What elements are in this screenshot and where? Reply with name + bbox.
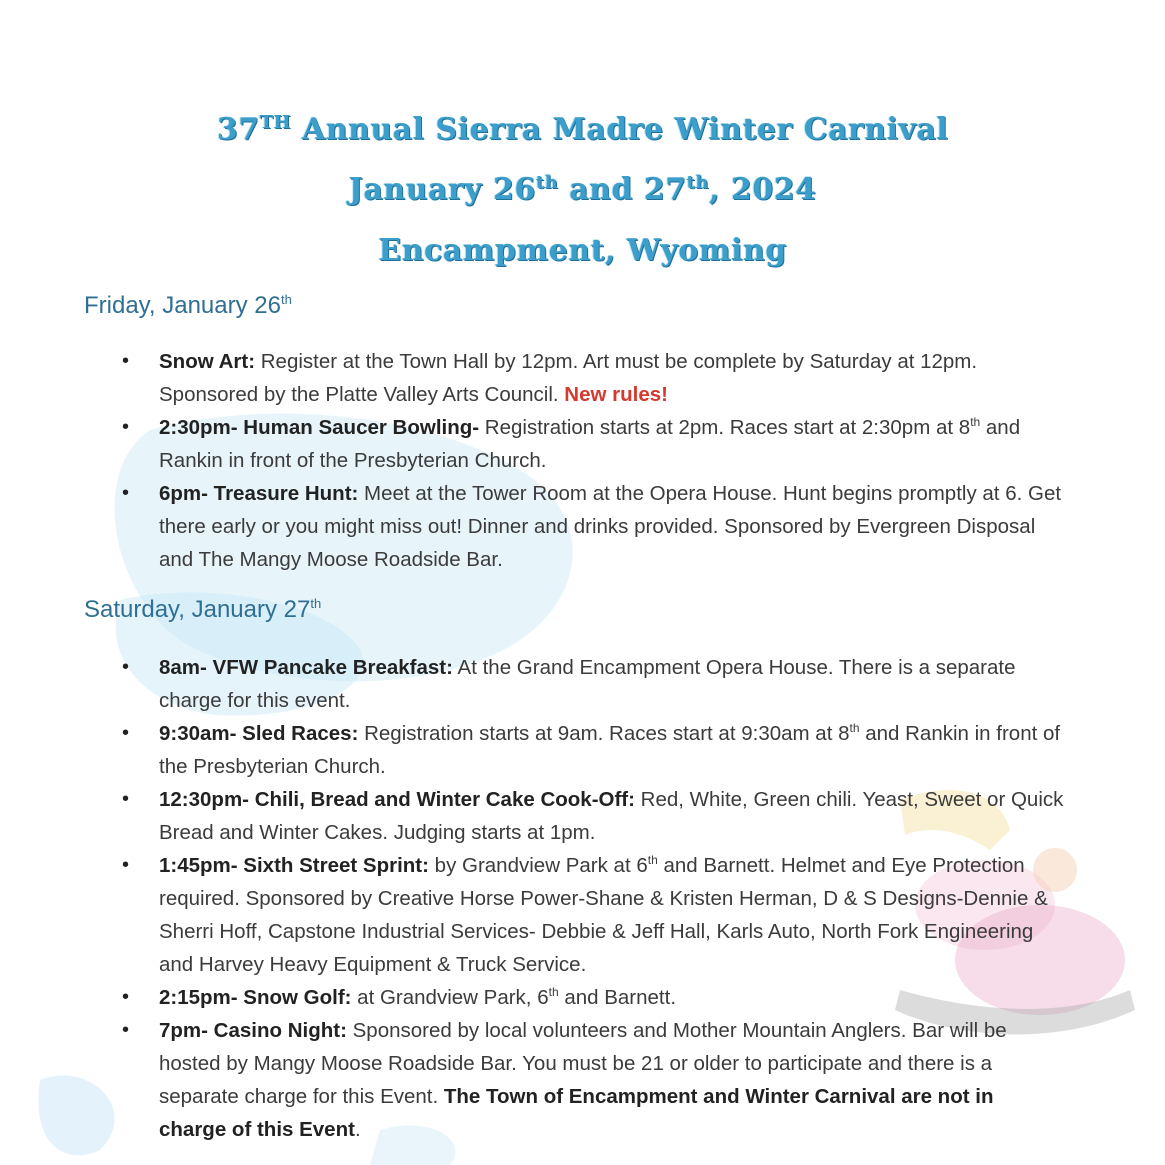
list-item — [120, 345, 1065, 411]
list-item — [120, 981, 1065, 1014]
saturday-heading-text: Saturday, January 27 — [84, 596, 311, 623]
list-item — [120, 783, 1065, 849]
bullet-icon: • — [122, 1019, 130, 1041]
event-title: 2:15pm- Snow Golf: — [159, 986, 352, 1009]
list-item — [120, 651, 1065, 717]
disclaimer-end: . — [354, 1118, 361, 1141]
title-date-c: , 2024 — [708, 172, 817, 207]
title-dates — [0, 172, 1165, 207]
ordinal-suffix: th — [849, 721, 860, 736]
event-text: Registration starts at 9am. Races start at 9:30am at 8 — [358, 722, 850, 745]
ordinal-suffix: th — [970, 415, 981, 430]
bullet-icon: • — [122, 854, 130, 876]
event-text-cont: and Barnett. — [558, 986, 677, 1009]
event-text-cont: and Rankin in front of the Presbyterian Church. — [159, 416, 1021, 472]
bullet-icon: • — [122, 788, 130, 810]
bullet-icon: • — [122, 350, 130, 372]
event-text: Red, White, Green chili. Yeast, Sweet or Quick Bread and Winter Cakes. Judging starts at 1pm. — [159, 788, 1064, 844]
saturday-heading — [84, 596, 321, 624]
event-title: 9:30am- Sled Races: — [159, 722, 359, 745]
title-date-sup1: th — [535, 172, 559, 193]
title-location: Encampment, Wyoming — [378, 233, 787, 268]
saturday-heading-sup: th — [310, 596, 322, 611]
title-date-sup2: th — [686, 172, 709, 193]
title-date-a: January 26 — [348, 172, 536, 207]
list-item — [120, 849, 1065, 981]
event-title: 7pm- Casino Night: — [159, 1019, 347, 1042]
bullet-icon: • — [122, 656, 130, 678]
friday-heading — [84, 292, 292, 320]
title-ordinal: 37 — [216, 112, 260, 147]
event-title: 2:30pm- Human Saucer Bowling- — [159, 416, 480, 439]
friday-event-list — [120, 345, 1065, 576]
friday-heading-sup: th — [280, 292, 292, 307]
event-text: Meet at the Tower Room at the Opera House. Hunt begins promptly at 6. Get there early or you might miss out! Dinner and drinks provided. Sponsored by Evergreen Disposal and The Mangy Moose Roadside Bar. — [159, 482, 1062, 571]
event-text: Register at the Town Hall by 12pm. Art must be complete by Saturday at 12pm. Sponsored by the Platte Valley Arts Council. — [159, 350, 978, 406]
event-text-cont: and Barnett. Helmet and Eye Protection required. Sponsored by Creative Horse Power-Shane & Kristen Herman, D & S Designs-Dennie & Sherri Hoff, Capstone Industrial Services- Debbie & Jeff Hall, Karls Auto, North Fork Engineering and Harvey Heavy Equipment & Truck Service. — [159, 854, 1048, 976]
list-item — [120, 411, 1065, 477]
event-text: by Grandview Park at 6 — [428, 854, 648, 877]
title-date-b: and 27 — [558, 172, 687, 207]
bullet-icon: • — [122, 722, 130, 744]
ordinal-suffix: th — [647, 853, 658, 868]
event-text: At the Grand Encampment Opera House. There is a separate charge for this event. — [159, 656, 1016, 712]
ordinal-suffix: th — [548, 985, 559, 1000]
list-item — [120, 717, 1065, 783]
event-title: Snow Art: — [159, 350, 256, 373]
friday-heading-text: Friday, January 26 — [84, 292, 281, 319]
event-text: Registration starts at 2pm. Races start at 2:30pm at 8 — [479, 416, 971, 439]
event-title: 1:45pm- Sixth Street Sprint: — [159, 854, 429, 877]
new-rules-highlight: New rules! — [564, 383, 668, 406]
disclaimer-bold: The Town of Encampment and Winter Carnival are not in charge of this Event — [159, 1085, 994, 1141]
list-item — [120, 477, 1065, 576]
event-text: Sponsored by local volunteers and Mother Mountain Anglers. Bar will be hosted by Mangy Moose Roadside Bar. You must be 21 or older to participate and there is a separate charge for this Event. — [159, 1019, 1007, 1108]
list-item — [120, 1014, 1065, 1146]
saturday-event-list — [120, 651, 1065, 1146]
event-text-cont: and Rankin in front of the Presbyterian Church. — [159, 722, 1061, 778]
event-title: 12:30pm- Chili, Bread and Winter Cake Cook-Off: — [159, 788, 635, 811]
title-event-name: Annual Sierra Madre Winter Carnival — [290, 112, 949, 147]
bullet-icon: • — [122, 416, 130, 438]
title-line-1 — [0, 112, 1165, 147]
bullet-icon: • — [122, 986, 130, 1008]
bullet-icon: • — [122, 482, 130, 504]
event-text: at Grandview Park, 6 — [351, 986, 549, 1009]
event-title: 8am- VFW Pancake Breakfast: — [159, 656, 453, 679]
title-ordinal-suffix: TH — [259, 112, 291, 133]
event-title: 6pm- Treasure Hunt: — [159, 482, 359, 505]
